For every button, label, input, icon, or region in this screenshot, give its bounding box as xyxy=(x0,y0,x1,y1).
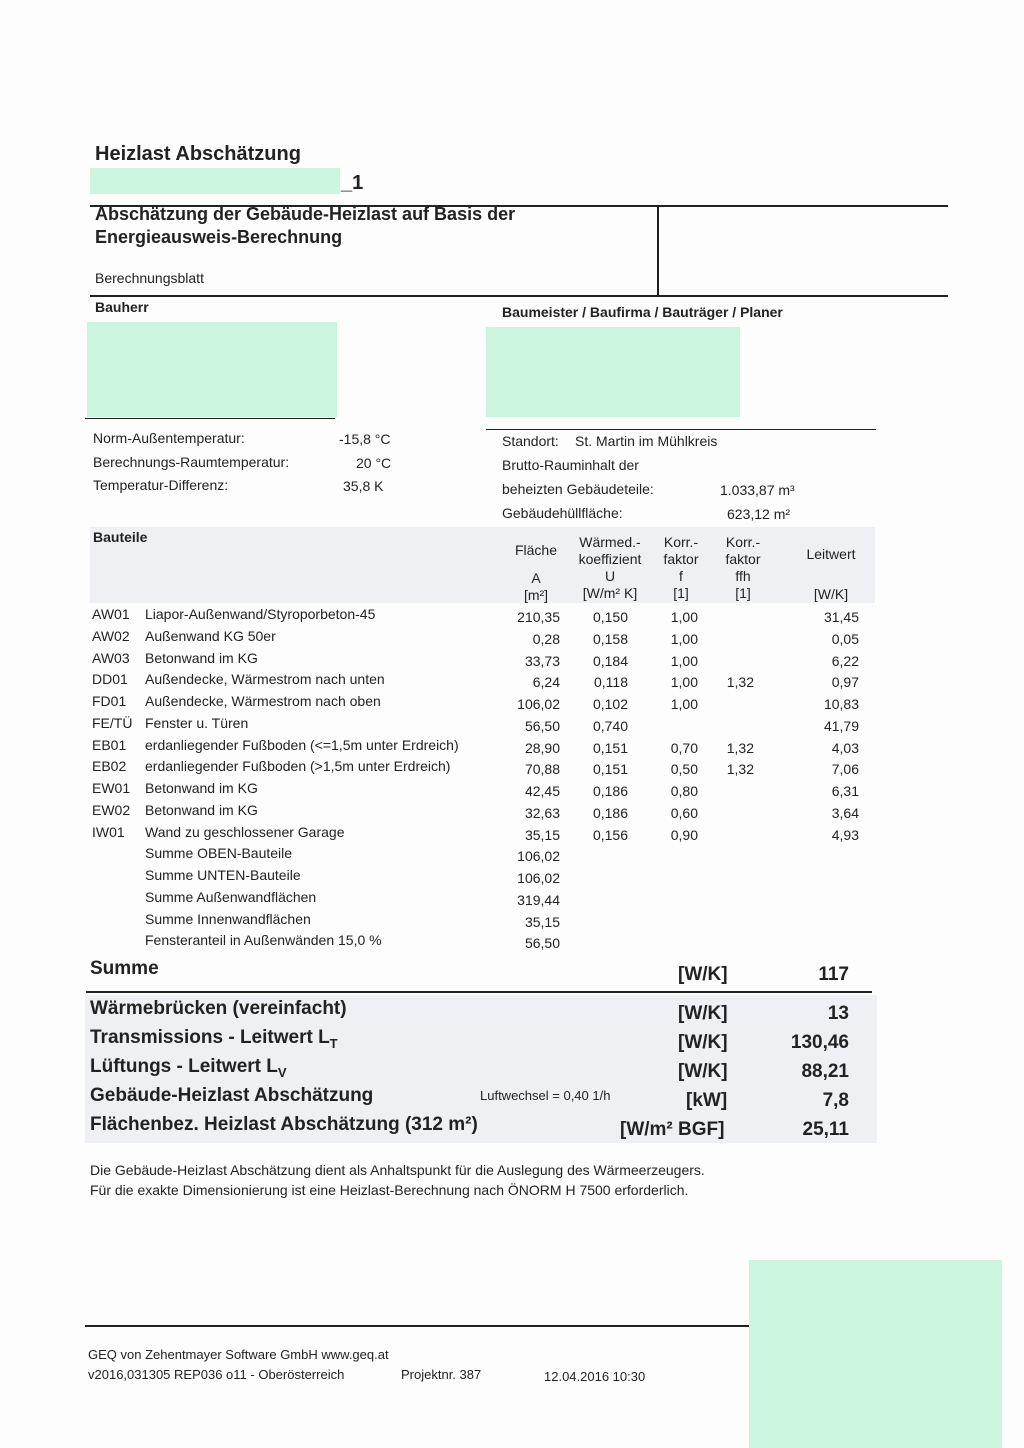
room-temp-value: 20 °C xyxy=(356,455,392,471)
cell-name: Fenster u. Türen xyxy=(145,714,249,731)
cell-area: 70,88 xyxy=(524,761,560,778)
sum-label: Summe xyxy=(90,958,159,979)
vent-unit: [W/K] xyxy=(678,1061,728,1082)
cell-name: Außendecke, Wärmestrom nach oben xyxy=(145,693,381,709)
envelope-value: 623,12 m² xyxy=(727,506,791,522)
cell-code: AW02 xyxy=(92,627,130,644)
col-lw-header xyxy=(795,546,867,603)
page-title: Heizlast Abschätzung xyxy=(95,143,301,165)
volume-value: 1.033,87 m³ xyxy=(720,482,795,498)
cell-u: 0,184 xyxy=(592,652,628,669)
col-ffh-header xyxy=(716,534,770,602)
cell-f: 0,50 xyxy=(670,761,698,778)
cell-lw: 4,93 xyxy=(831,826,859,843)
cell-ffh: 1,32 xyxy=(726,674,754,691)
vent-label-sub: V xyxy=(277,1064,287,1080)
col-f-header xyxy=(655,534,707,602)
footer-rule xyxy=(85,1325,749,1327)
footer-version: v2016,031305 REP036 o11 - Oberösterreich xyxy=(88,1367,345,1382)
cell-u: 0,740 xyxy=(592,717,628,734)
temp-diff-value: 35,8 K xyxy=(343,478,384,494)
cell-name: erdanliegender Fußboden (>1,5m unter Erdreich) xyxy=(145,758,451,775)
table-section-label: Bauteile xyxy=(93,529,148,545)
cell-lw: 0,97 xyxy=(831,674,859,691)
redacted-client xyxy=(87,322,337,417)
col-ffh-title-1: Korr.- xyxy=(725,534,761,550)
trans-label xyxy=(90,1027,338,1051)
load-label: Gebäude-Heizlast Abschätzung xyxy=(90,1085,374,1106)
cell-name: erdanliegender Fußboden (<=1,5m unter Erdreich) xyxy=(145,736,459,753)
load-value: 7,8 xyxy=(822,1090,849,1111)
cell-name: Summe UNTEN-Bauteile xyxy=(145,867,301,883)
cell-code: FE/TÜ xyxy=(92,714,133,731)
col-area-unit: [m²] xyxy=(523,587,549,603)
cell-area: 35,15 xyxy=(524,826,560,843)
client-rule xyxy=(85,418,335,419)
vent-label xyxy=(90,1056,287,1080)
note-line-1: Die Gebäude-Heizlast Abschätzung dient als Anhaltspunkt für die Auslegung des Wärmeerzeugers. xyxy=(90,1162,705,1178)
cell-lw: 41,79 xyxy=(823,717,859,734)
cell-name: Liapor-Außenwand/Styroporbeton-45 xyxy=(145,606,376,622)
bridges-label: Wärmebrücken (vereinfacht) xyxy=(90,998,347,1019)
subtitle-line-2: Energieausweis-Berechnung xyxy=(95,227,343,247)
redacted-stamp xyxy=(749,1260,1002,1448)
norm-temp-value: -15,8 °C xyxy=(339,431,391,447)
cell-name: Wand zu geschlossener Garage xyxy=(145,823,345,840)
col-lw-unit: [W/K] xyxy=(813,586,849,602)
cell-name: Summe Außenwandflächen xyxy=(145,888,317,905)
cell-lw: 6,22 xyxy=(831,652,859,669)
col-ffh-title-2: faktor xyxy=(725,551,761,567)
cell-u: 0,150 xyxy=(592,609,628,625)
cell-area: 319,44 xyxy=(517,891,560,908)
cell-code: FD01 xyxy=(92,693,127,709)
sum-unit: [W/K] xyxy=(678,964,728,985)
cell-lw: 4,03 xyxy=(831,739,859,756)
cell-area: 106,02 xyxy=(517,870,560,886)
cell-f: 0,60 xyxy=(670,804,698,821)
bridges-unit: [W/K] xyxy=(678,1003,728,1024)
cell-u: 0,151 xyxy=(592,739,628,756)
cell-u: 0,102 xyxy=(592,696,628,712)
footer-date: 12.04.2016 10:30 xyxy=(544,1369,646,1384)
col-f-symbol: f xyxy=(679,568,683,584)
cell-area: 106,02 xyxy=(517,696,560,712)
cell-name: Summe OBEN-Bauteile xyxy=(145,845,293,862)
cell-ffh: 1,32 xyxy=(726,761,754,778)
cell-area: 35,15 xyxy=(524,913,560,930)
cell-u: 0,186 xyxy=(592,783,628,799)
cell-code: EB01 xyxy=(92,736,127,753)
cell-lw: 3,64 xyxy=(831,804,859,821)
cell-area: 33,73 xyxy=(524,652,560,669)
air-change-note: Luftwechsel = 0,40 1/h xyxy=(480,1088,611,1103)
volume-label-2: beheizten Gebäudeteile: xyxy=(502,481,654,497)
col-u-symbol: U xyxy=(604,568,616,584)
col-lw-title: Leitwert xyxy=(806,546,856,562)
room-temp-label: Berechnungs-Raumtemperatur: xyxy=(93,454,290,470)
cell-name: Betonwand im KG xyxy=(145,780,258,796)
col-area-title: Fläche xyxy=(514,542,558,558)
specific-load-value: 25,11 xyxy=(802,1119,849,1140)
vent-value: 88,21 xyxy=(801,1061,849,1082)
client-label: Bauherr xyxy=(95,299,149,315)
cell-u: 0,158 xyxy=(592,630,628,647)
specific-load-unit: [W/m² BGF] xyxy=(620,1119,725,1140)
cell-f: 1,00 xyxy=(670,609,698,625)
cell-area: 28,90 xyxy=(524,739,560,756)
cell-f: 0,80 xyxy=(670,783,698,799)
cell-ffh: 1,32 xyxy=(726,739,754,756)
cell-lw: 0,05 xyxy=(831,630,859,647)
redacted-builder xyxy=(486,327,740,417)
cell-u: 0,151 xyxy=(592,761,628,778)
col-f-title-2: faktor xyxy=(663,551,699,567)
cell-code: AW01 xyxy=(92,606,130,622)
trans-label-text: Transmissions - Leitwert L xyxy=(90,1027,330,1048)
col-ffh-unit: [1] xyxy=(735,585,751,601)
envelope-label: Gebäudehüllfläche: xyxy=(502,505,623,521)
cell-lw: 31,45 xyxy=(823,609,859,625)
cell-u: 0,186 xyxy=(592,804,628,821)
cell-f: 1,00 xyxy=(670,696,698,712)
header-rule-bottom xyxy=(90,295,948,297)
cell-u: 0,118 xyxy=(594,674,628,691)
col-u-title-2: koeffizient xyxy=(578,551,642,567)
location-value: St. Martin im Mühlkreis xyxy=(575,433,718,449)
sheet-label: Berechnungsblatt xyxy=(95,270,204,286)
cell-f: 0,90 xyxy=(670,826,698,843)
cell-name: Summe Innenwandflächen xyxy=(145,910,311,927)
subtitle-line-1: Abschätzung der Gebäude-Heizlast auf Basis der xyxy=(95,204,516,224)
builder-rule xyxy=(486,429,876,430)
col-f-unit: [1] xyxy=(673,585,689,601)
col-ffh-symbol: ffh xyxy=(735,568,751,584)
col-f-title-1: Korr.- xyxy=(663,534,699,550)
cell-lw: 7,06 xyxy=(831,761,859,778)
cell-code: EB02 xyxy=(92,758,127,775)
footer-software: GEQ von Zehentmayer Software GmbH www.geq.at xyxy=(88,1347,389,1362)
temp-diff-label: Temperatur-Differenz: xyxy=(93,477,229,493)
cell-area: 56,50 xyxy=(524,935,560,952)
col-area-header xyxy=(505,542,567,604)
header-divider xyxy=(657,207,659,297)
bridges-value: 13 xyxy=(827,1003,849,1024)
col-u-unit: [W/m² K] xyxy=(582,585,638,601)
cell-f: 0,70 xyxy=(670,739,698,756)
location-label: Standort: xyxy=(502,433,559,449)
summary-rule xyxy=(86,991,872,993)
cell-area: 6,24 xyxy=(532,674,560,691)
load-unit: [kW] xyxy=(686,1090,728,1111)
cell-code: DD01 xyxy=(92,671,128,688)
cell-name: Außendecke, Wärmestrom nach unten xyxy=(145,671,385,688)
builder-label: Baumeister / Baufirma / Bauträger / Planer xyxy=(502,304,783,320)
col-u-header xyxy=(572,534,648,602)
cell-name: Betonwand im KG xyxy=(145,801,258,818)
vent-label-text: Lüftungs - Leitwert L xyxy=(90,1056,278,1077)
cell-name: Betonwand im KG xyxy=(145,649,258,666)
sum-value: 117 xyxy=(818,964,849,985)
cell-code: EW02 xyxy=(92,801,131,818)
cell-lw: 6,31 xyxy=(831,783,859,799)
cell-area: 0,28 xyxy=(532,630,560,647)
cell-f: 1,00 xyxy=(670,630,698,647)
volume-label-1: Brutto-Rauminhalt der xyxy=(502,457,639,473)
cell-lw: 10,83 xyxy=(823,696,859,712)
trans-label-sub: T xyxy=(329,1035,338,1051)
redacted-project-name xyxy=(90,168,340,194)
cell-area: 106,02 xyxy=(517,848,560,865)
cell-code: AW03 xyxy=(92,649,130,666)
trans-unit: [W/K] xyxy=(678,1032,728,1053)
cell-f: 1,00 xyxy=(670,674,698,691)
note-line-2: Für die exakte Dimensionierung ist eine Heizlast-Berechnung nach ÖNORM H 7500 erforderlich. xyxy=(90,1182,689,1198)
cell-area: 42,45 xyxy=(524,783,560,799)
footer-project: Projektnr. 387 xyxy=(401,1367,482,1382)
project-suffix: _1 xyxy=(341,172,364,194)
cell-code: IW01 xyxy=(92,823,125,840)
cell-name: Fensteranteil in Außenwänden 15,0 % xyxy=(145,932,382,949)
cell-area: 210,35 xyxy=(517,609,560,625)
col-u-title-1: Wärmed.- xyxy=(579,534,641,550)
col-area-symbol: A xyxy=(531,570,541,586)
cell-area: 56,50 xyxy=(524,717,560,734)
cell-name: Außenwand KG 50er xyxy=(145,627,276,644)
norm-temp-label: Norm-Außentemperatur: xyxy=(93,430,245,446)
cell-area: 32,63 xyxy=(524,804,560,821)
cell-f: 1,00 xyxy=(670,652,698,669)
specific-load-label: Flächenbez. Heizlast Abschätzung (312 m²) xyxy=(90,1114,478,1135)
trans-value: 130,46 xyxy=(790,1032,849,1053)
cell-code: EW01 xyxy=(92,780,131,796)
cell-u: 0,156 xyxy=(592,826,628,843)
